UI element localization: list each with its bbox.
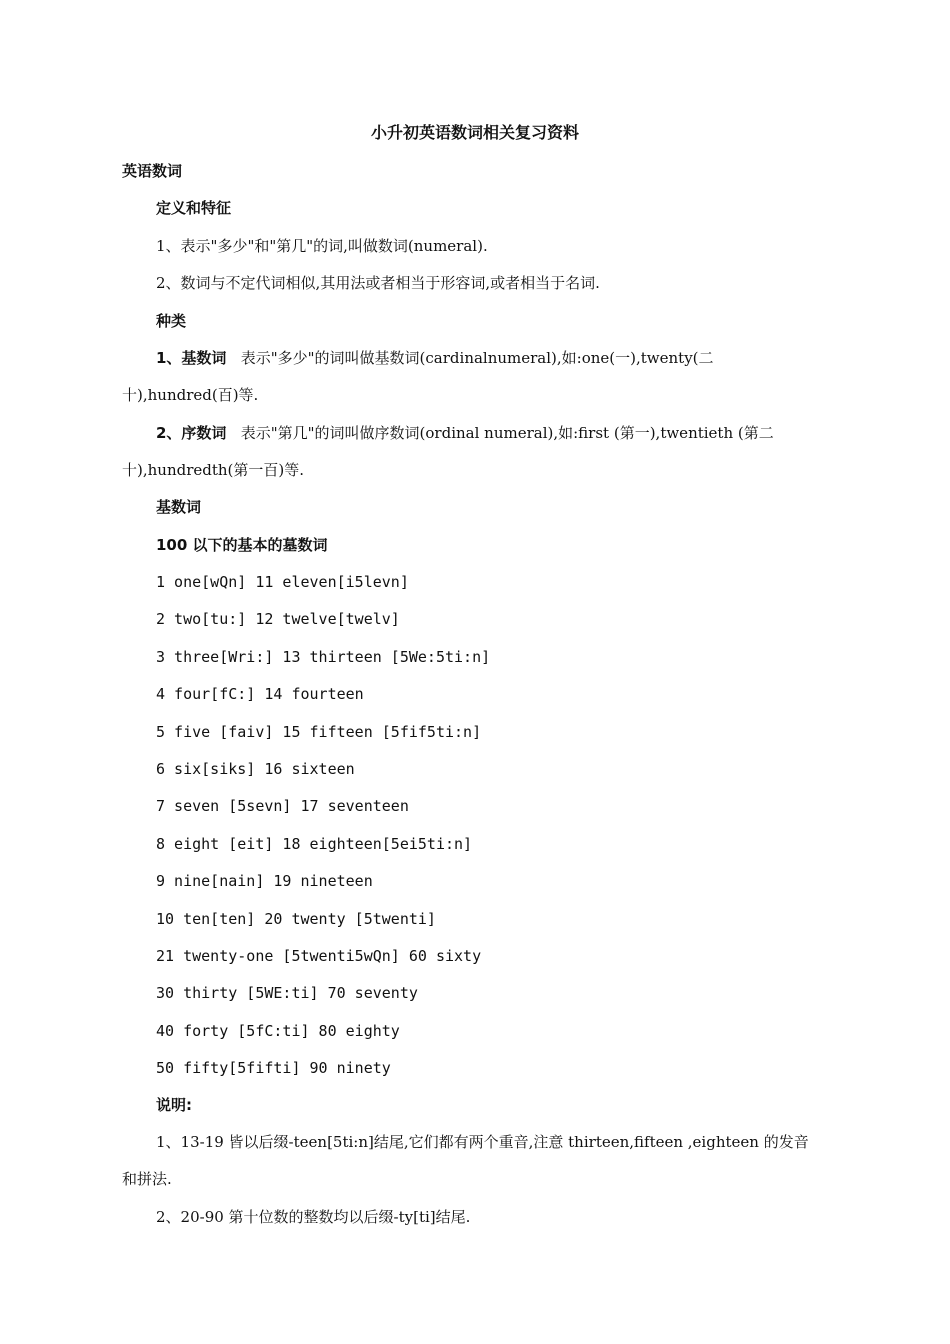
definition-heading: 定义和特征 bbox=[156, 199, 232, 217]
ordinal-paragraph bbox=[122, 415, 812, 490]
ordinal-text: 表示"第几"的词叫做序数词(ordinal numeral),如:first (第一),twentieth (第二十),hundredth(第一百)等. bbox=[122, 424, 774, 480]
ordinal-lead: 2、序数词 bbox=[156, 424, 227, 442]
list-item: 6 six[siks] 16 sixteen bbox=[156, 759, 355, 778]
cardinal-number-list bbox=[156, 564, 490, 1087]
list-item: 40 forty [5fC:ti] 80 eighty bbox=[156, 1021, 400, 1040]
list-item: 4 four[fC:] 14 fourteen bbox=[156, 685, 364, 704]
list-item: 7 seven [5sevn] 17 seventeen bbox=[156, 797, 409, 816]
list-item: 1 one[wQn] 11 eleven[i5levn] bbox=[156, 573, 409, 591]
cardinal-lead: 1、基数词 bbox=[156, 349, 227, 367]
section-heading: 英语数词 bbox=[122, 162, 183, 180]
list-item: 8 eight [eit] 18 eighteen[5ei5ti:n] bbox=[156, 834, 473, 853]
cardinal-subheading: 100 以下的基本的墓数词 bbox=[156, 536, 328, 554]
list-item: 2 two[tu:] 12 twelve[twelv] bbox=[156, 610, 400, 629]
list-item: 30 thirty [5WE:ti] 70 seventy bbox=[156, 984, 418, 1003]
list-item: 10 ten[ten] 20 twenty [5twenti] bbox=[156, 909, 436, 928]
cardinal-section-heading: 基数词 bbox=[156, 498, 202, 516]
definition-item-2: 2、数词与不定代词相似,其用法或者相当于形容词,或者相当于名词. bbox=[156, 274, 600, 292]
list-item: 9 nine[nain] 19 nineteen bbox=[156, 872, 373, 891]
notes-heading: 说明: bbox=[156, 1096, 192, 1114]
list-item: 3 three[Wri:] 13 thirteen [5We:5ti:n] bbox=[156, 647, 491, 666]
note-item-2: 2、20-90 第十位数的整数均以后缀-ty[ti]结尾. bbox=[156, 1208, 471, 1226]
page-title: 小升初英语数词相关复习资料 bbox=[370, 123, 579, 142]
list-item: 5 five [faiv] 15 fifteen [5fif5ti:n] bbox=[156, 722, 482, 741]
types-heading: 种类 bbox=[156, 312, 187, 330]
list-item: 50 fifty[5fifti] 90 ninety bbox=[156, 1059, 391, 1078]
list-item: 21 twenty-one [5twenti5wQn] 60 sixty bbox=[156, 946, 482, 965]
cardinal-text: 表示"多少"的词叫做基数词(cardinalnumeral),如:one(一),twenty(二十),hundred(百)等. bbox=[122, 349, 714, 405]
definition-item-1: 1、表示"多少"和"第几"的词,叫做数词(numeral). bbox=[156, 237, 488, 255]
note-item-1: 1、13-19 皆以后缀-teen[5ti:n]结尾,它们都有两个重音,注意 thirteen,fifteen ,eighteen 的发音和拼法. bbox=[122, 1133, 809, 1189]
cardinal-paragraph bbox=[122, 340, 812, 415]
